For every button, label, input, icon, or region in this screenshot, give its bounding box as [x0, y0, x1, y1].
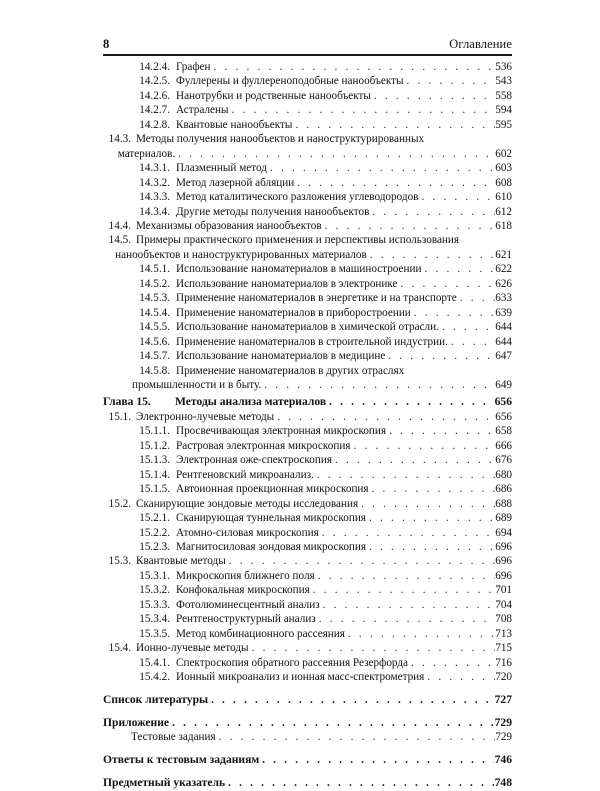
toc-entry-page: 696	[495, 569, 512, 582]
toc-entry-body	[176, 424, 512, 438]
dot-leader	[323, 598, 495, 612]
dot-leader	[348, 627, 495, 641]
dot-leader	[407, 74, 495, 88]
dot-leader	[427, 670, 494, 684]
dot-leader	[401, 277, 495, 291]
toc-entry-title: Ответы к тестовым заданиям	[103, 753, 260, 767]
toc-entry-page: 720	[495, 671, 512, 684]
toc-entry-body	[176, 320, 512, 334]
toc-entry-page: 701	[495, 584, 512, 597]
header-rule	[103, 54, 512, 56]
toc-entry-body	[176, 627, 512, 641]
toc-entry-page: 612	[495, 205, 512, 218]
toc-entry-title: Применение наноматериалов в приборостроении	[176, 306, 411, 319]
dot-leader	[313, 583, 495, 597]
toc-entry-number: 15.1.2.	[139, 439, 170, 452]
dot-leader	[389, 424, 495, 438]
toc-entry-page: 558	[495, 89, 512, 102]
dot-leader	[369, 540, 495, 554]
toc-entry-page: 639	[495, 306, 512, 319]
toc-entry-title: Фуллерены и фуллереноподобные нанообъекты	[176, 75, 404, 88]
toc-entry-page: 602	[495, 147, 512, 160]
toc-entry-body	[176, 439, 512, 453]
toc-entry[interactable]	[103, 277, 512, 291]
toc-entry-body	[176, 569, 512, 583]
toc-entry-number: 15.2.	[108, 497, 131, 510]
toc-entry-body	[136, 132, 512, 146]
toc-entry-title: Рентгеноструктурный анализ	[176, 613, 316, 626]
dot-leader	[424, 262, 494, 276]
toc-entry-body	[176, 291, 512, 305]
toc-entry-body	[175, 395, 512, 409]
toc-entry-body	[176, 364, 512, 378]
toc-entry[interactable]	[103, 627, 512, 641]
toc-entry-number: 14.2.6.	[139, 89, 170, 102]
toc-entry[interactable]	[103, 161, 512, 175]
toc-entry-title: Ионный микроанализ и ионная масс-спектрометрия	[176, 671, 425, 684]
toc-entry-page: 656	[495, 410, 512, 423]
toc-entry-body	[176, 190, 512, 204]
toc-entry-title: Атомно-силовая микроскопия	[176, 526, 319, 539]
toc-entry-title: Сканирующая туннельная микроскопия	[176, 512, 366, 525]
dot-leader	[411, 656, 495, 670]
toc-entry[interactable]	[103, 219, 512, 233]
toc-entry-page: 666	[495, 439, 512, 452]
toc-entry-number: 14.4.	[108, 219, 131, 232]
toc-entry-number: 15.4.2.	[139, 671, 170, 684]
toc-entry[interactable]	[103, 670, 512, 684]
toc-entry-title: Плазменный метод	[176, 162, 267, 175]
toc-entry[interactable]	[103, 468, 512, 482]
toc-entry-body	[118, 147, 512, 161]
toc-entry-number: 14.5.	[108, 234, 131, 247]
toc-entry-title: Список литературы	[103, 692, 209, 706]
toc-entry-page: 595	[495, 118, 512, 131]
toc-entry-number: 14.5.7.	[139, 350, 170, 363]
toc-entry-title: Предметный указатель	[103, 776, 226, 790]
toc-entry-title: Методы получения нанообъектов и наноструктурированных	[136, 133, 425, 146]
toc-entry[interactable]	[103, 598, 512, 612]
toc-entry-page: 715	[495, 642, 512, 655]
toc-entry-body	[176, 349, 512, 363]
dot-leader	[252, 641, 495, 655]
toc-entry-number: Глава 15.	[103, 395, 151, 409]
running-title: Оглавление	[449, 37, 512, 51]
dot-leader	[361, 497, 495, 511]
toc-entry-title: Астралены	[176, 104, 229, 117]
dot-leader	[211, 693, 494, 707]
toc-entry-title: Механизмы образования нанообъектов	[136, 219, 322, 232]
toc-entry-number: 15.1.1.	[139, 425, 170, 438]
toc-entry-page: 633	[495, 292, 512, 305]
toc-entry-page: 729	[495, 731, 512, 744]
toc-entry-number: 14.3.3.	[139, 191, 170, 204]
toc-entry[interactable]	[103, 320, 512, 334]
toc-entry-page: 694	[495, 526, 512, 539]
toc-entry-page: 686	[495, 483, 512, 496]
toc-entry[interactable]	[103, 118, 512, 132]
toc-entry[interactable]	[103, 693, 512, 707]
toc-entry-title: Спектроскопия обратного рассеяния Резерфорда	[176, 656, 409, 669]
toc-entry-page: 656	[494, 395, 512, 409]
toc-entry[interactable]	[103, 497, 512, 511]
toc-entry-number: 14.2.8.	[139, 118, 170, 131]
toc-entry[interactable]	[103, 364, 512, 378]
toc-entry[interactable]	[103, 583, 512, 597]
toc-entry[interactable]	[103, 205, 512, 219]
toc-entry-page: 704	[495, 598, 512, 611]
dot-leader	[264, 378, 494, 392]
toc-entry-page: 696	[495, 540, 512, 553]
toc-entry-number: 15.1.	[108, 410, 131, 423]
toc-entry-page: 622	[495, 263, 512, 276]
toc-entry-page: 658	[495, 425, 512, 438]
toc-entry-page: 729	[494, 715, 512, 729]
toc-entry[interactable]	[103, 439, 512, 453]
toc-entry[interactable]	[103, 74, 512, 88]
toc-entry-number: 15.3.2.	[139, 584, 170, 597]
toc-entry-number: 15.1.3.	[139, 454, 170, 467]
toc-entry-continuation[interactable]	[103, 147, 512, 161]
toc-entry-title: Сканирующие зондовые методы исследования	[136, 497, 359, 510]
toc-entry-body	[115, 248, 512, 262]
toc-entry-body	[176, 205, 512, 219]
dot-leader	[178, 147, 495, 161]
toc-entry-page: 610	[495, 191, 512, 204]
dot-leader	[414, 306, 495, 320]
toc-entry-body	[103, 693, 512, 707]
dot-leader	[322, 526, 495, 540]
toc-entry-title: Метод каталитического разложения углеводородов	[176, 191, 419, 204]
toc-entry-title: Тестовые задания	[131, 731, 216, 744]
dot-leader	[219, 730, 495, 744]
toc-entry-title: Использование наноматериалов в медицине	[176, 350, 386, 363]
toc-entry-title: Магнитосиловая зондовая микроскопия	[176, 540, 367, 553]
toc-entry[interactable]	[103, 306, 512, 320]
toc-entry-title: Фотолюминесцентный анализ	[176, 598, 320, 611]
toc-entry-page: 676	[495, 454, 512, 467]
toc-entry-body	[136, 410, 512, 424]
toc-entry[interactable]	[103, 730, 512, 744]
dot-leader	[442, 320, 495, 334]
toc-entry-page: 543	[495, 75, 512, 88]
toc-entry-page: 536	[495, 61, 512, 73]
toc-entry-number: 14.5.3.	[139, 292, 170, 305]
toc-entry-title: Растровая электронная микроскопия	[176, 439, 351, 452]
toc-entry-continuation[interactable]	[103, 378, 512, 392]
toc-entry-page: 647	[495, 350, 512, 363]
toc-entry-body	[176, 89, 512, 103]
dot-leader	[262, 753, 494, 767]
toc-entry-number: 14.2.7.	[139, 104, 170, 117]
toc-entry[interactable]	[103, 641, 512, 655]
dot-leader	[232, 103, 495, 117]
dot-leader	[353, 439, 494, 453]
toc-entry-body	[176, 74, 512, 88]
dot-leader	[295, 118, 494, 132]
toc-entry[interactable]	[103, 233, 512, 247]
toc-entry-body	[136, 219, 512, 233]
toc-entry[interactable]	[103, 612, 512, 626]
toc-entry-number: 14.3.1.	[139, 162, 170, 175]
toc-entry-number: 14.3.4.	[139, 205, 170, 218]
toc-entry-title: Другие методы получения нанообъектов	[176, 205, 370, 218]
toc-entry-body	[176, 482, 512, 496]
toc-entry-body	[176, 656, 512, 670]
dot-leader	[451, 335, 495, 349]
dot-leader	[277, 410, 495, 424]
toc-entry[interactable]	[103, 176, 512, 190]
table-of-contents	[103, 60, 512, 791]
toc-entry-number: 15.3.3.	[139, 598, 170, 611]
toc-entry-page: 696	[495, 555, 512, 568]
toc-entry[interactable]	[103, 132, 512, 146]
toc-entry-number: 14.5.5.	[139, 321, 170, 334]
toc-entry-title: Просвечивающая электронная микроскопия	[176, 425, 387, 438]
toc-entry-title: Метод лазерной абляции	[176, 176, 295, 189]
toc-entry-page: 689	[495, 512, 512, 525]
toc-entry[interactable]	[103, 753, 512, 767]
toc-entry-number: 15.2.3.	[139, 540, 170, 553]
toc-entry-number: 15.2.2.	[139, 526, 170, 539]
toc-entry[interactable]	[103, 410, 512, 424]
toc-entry-body	[176, 540, 512, 554]
toc-entry[interactable]	[103, 103, 512, 117]
toc-entry-title: Использование наноматериалов в химической отрасли.	[176, 321, 439, 334]
toc-entry-title: Графен	[176, 61, 211, 73]
toc-entry-title: Нанотрубки и родственные нанообъекты	[176, 89, 371, 102]
toc-entry-body	[176, 526, 512, 540]
toc-entry-number: 15.1.4.	[139, 468, 170, 481]
running-head	[103, 38, 512, 51]
toc-entry-number: 15.3.4.	[139, 613, 170, 626]
toc-entry-title: Микроскопия ближнего поля	[176, 569, 315, 582]
toc-entry-body	[176, 670, 512, 684]
toc-entry-page: 644	[495, 335, 512, 348]
dot-leader	[229, 554, 495, 568]
dot-leader	[372, 482, 495, 496]
dot-leader	[319, 612, 495, 626]
toc-entry-title: Автоионная проекционная микроскопия	[176, 483, 369, 496]
dot-leader	[317, 468, 495, 482]
dot-leader	[297, 176, 494, 190]
toc-entry-body	[176, 161, 512, 175]
dot-leader	[228, 776, 494, 790]
toc-entry-body	[176, 103, 512, 117]
toc-entry-number: 15.3.1.	[139, 569, 170, 582]
toc-entry-body	[131, 730, 512, 744]
toc-entry[interactable]	[103, 453, 512, 467]
toc-entry[interactable]	[103, 482, 512, 496]
dot-leader	[172, 716, 494, 730]
toc-entry-body	[136, 554, 512, 568]
toc-entry[interactable]	[103, 190, 512, 204]
toc-entry-body	[176, 583, 512, 597]
toc-entry-title-wrapped: нанообъектов и наноструктурированных материалов	[115, 248, 367, 261]
toc-entry-title-wrapped: материалов.	[117, 147, 176, 160]
toc-entry-body	[176, 60, 512, 74]
toc-entry-number: 14.5.8.	[139, 364, 170, 377]
toc-entry-body	[176, 335, 512, 349]
toc-entry-page: 644	[495, 321, 512, 334]
toc-entry-page: 618	[495, 219, 512, 232]
toc-entry-body	[176, 612, 512, 626]
toc-entry[interactable]	[103, 716, 512, 730]
toc-entry-number: 14.5.1.	[139, 263, 170, 276]
toc-entry-page: 727	[494, 692, 512, 706]
toc-entry-number: 14.2.4.	[139, 61, 170, 73]
toc-entry-page: 688	[495, 497, 512, 510]
toc-entry-body	[103, 716, 512, 730]
toc-entry-page: 621	[495, 248, 512, 261]
dot-leader	[372, 205, 494, 219]
toc-entry-title: Электронная оже-спектроскопия	[176, 454, 333, 467]
toc-entry-body	[136, 233, 512, 247]
toc-entry[interactable]	[103, 526, 512, 540]
dot-leader	[270, 161, 495, 175]
toc-entry-number: 14.5.6.	[139, 335, 170, 348]
toc-entry-title: Приложение	[103, 715, 170, 729]
toc-entry[interactable]	[103, 335, 512, 349]
toc-entry-number: 15.3.	[108, 555, 131, 568]
toc-entry-title: Применение наноматериалов в строительной индустрии.	[176, 335, 448, 348]
toc-entry-title: Использование наноматериалов в электронике	[176, 277, 398, 290]
toc-entry-body	[176, 453, 512, 467]
toc-entry-body	[176, 277, 512, 291]
toc-entry-body	[176, 598, 512, 612]
toc-entry[interactable]	[103, 60, 512, 74]
toc-entry-number: 14.5.2.	[139, 277, 170, 290]
dot-leader	[370, 248, 495, 262]
toc-entry-body	[103, 753, 512, 767]
toc-entry-number: 14.3.2.	[139, 176, 170, 189]
toc-entry[interactable]	[103, 511, 512, 525]
toc-entry-number: 15.3.5.	[139, 627, 170, 640]
toc-entry-title: Рентгеновский микроанализ.	[176, 468, 314, 481]
toc-entry-title: Примеры практического применения и перспективы использования	[136, 234, 460, 247]
toc-entry-title-wrapped: промышленности и в быту.	[131, 378, 262, 391]
toc-entry-page: 680	[495, 468, 512, 481]
dot-leader	[325, 219, 495, 233]
toc-entry-page: 708	[495, 613, 512, 626]
toc-entry-number: 15.1.5.	[139, 483, 170, 496]
toc-entry-body	[136, 641, 512, 655]
dot-leader	[335, 453, 495, 467]
toc-entry-body	[136, 497, 512, 511]
toc-entry-page: 716	[495, 656, 512, 669]
toc-entry-title: Применение наноматериалов в других отраслях	[176, 364, 405, 377]
toc-entry-number: 14.2.5.	[139, 75, 170, 88]
dot-leader	[421, 190, 494, 204]
toc-entry-page: 608	[495, 176, 512, 189]
toc-entry-page: 626	[495, 277, 512, 290]
toc-entry-title: Ионно-лучевые методы	[136, 642, 249, 655]
toc-entry[interactable]	[103, 656, 512, 670]
toc-entry-body	[176, 176, 512, 190]
toc-entry-title: Квантовые методы	[136, 555, 226, 568]
toc-entry[interactable]	[103, 540, 512, 554]
toc-entry-number: 15.4.	[108, 642, 131, 655]
toc-entry-body	[176, 468, 512, 482]
toc-entry-title: Электронно-лучевые методы	[136, 410, 275, 423]
toc-entry[interactable]	[103, 89, 512, 103]
toc-entry-body	[176, 306, 512, 320]
toc-entry-number: 14.5.4.	[139, 306, 170, 319]
toc-entry-page: 746	[494, 753, 512, 767]
toc-entry-number: 14.3.	[108, 133, 131, 146]
toc-entry[interactable]	[103, 291, 512, 305]
page-folio: 8	[103, 37, 110, 51]
toc-entry-number: 15.4.1.	[139, 656, 170, 669]
dot-leader	[374, 89, 495, 103]
toc-entry-page: 713	[495, 627, 512, 640]
toc-entry-title: Использование наноматериалов в машиностроении	[176, 263, 422, 276]
toc-entry[interactable]	[103, 424, 512, 438]
dot-leader	[318, 569, 495, 583]
toc-entry-body	[176, 511, 512, 525]
toc-entry-title: Квантовые нанообъекты	[176, 118, 293, 131]
dot-leader	[388, 349, 494, 363]
toc-entry[interactable]	[103, 569, 512, 583]
toc-entry-title: Метод комбинационного рассеяния	[176, 627, 345, 640]
toc-entry-page: 649	[495, 378, 512, 391]
toc-entry[interactable]	[103, 554, 512, 568]
toc-entry[interactable]	[103, 262, 512, 276]
toc-entry-body	[132, 378, 512, 392]
dot-leader	[214, 60, 495, 74]
toc-entry-body	[176, 262, 512, 276]
toc-entry-title: Конфокальная микроскопия	[176, 584, 310, 597]
toc-entry[interactable]	[103, 776, 512, 790]
toc-entry[interactable]	[103, 395, 512, 409]
toc-entry-page: 594	[495, 104, 512, 117]
toc-entry-continuation[interactable]	[103, 248, 512, 262]
toc-entry-page: 748	[494, 776, 512, 790]
dot-leader	[329, 395, 494, 409]
toc-entry-title: Применение наноматериалов в энергетике и на транспорте	[176, 292, 457, 305]
dot-leader	[460, 291, 495, 305]
dot-leader	[369, 511, 495, 525]
toc-entry-page: 603	[495, 162, 512, 175]
toc-entry-body	[103, 776, 512, 790]
toc-entry[interactable]	[103, 349, 512, 363]
toc-entry-body	[176, 118, 512, 132]
toc-entry-number: 15.2.1.	[139, 512, 170, 525]
toc-entry-title: Методы анализа материалов	[175, 395, 327, 409]
